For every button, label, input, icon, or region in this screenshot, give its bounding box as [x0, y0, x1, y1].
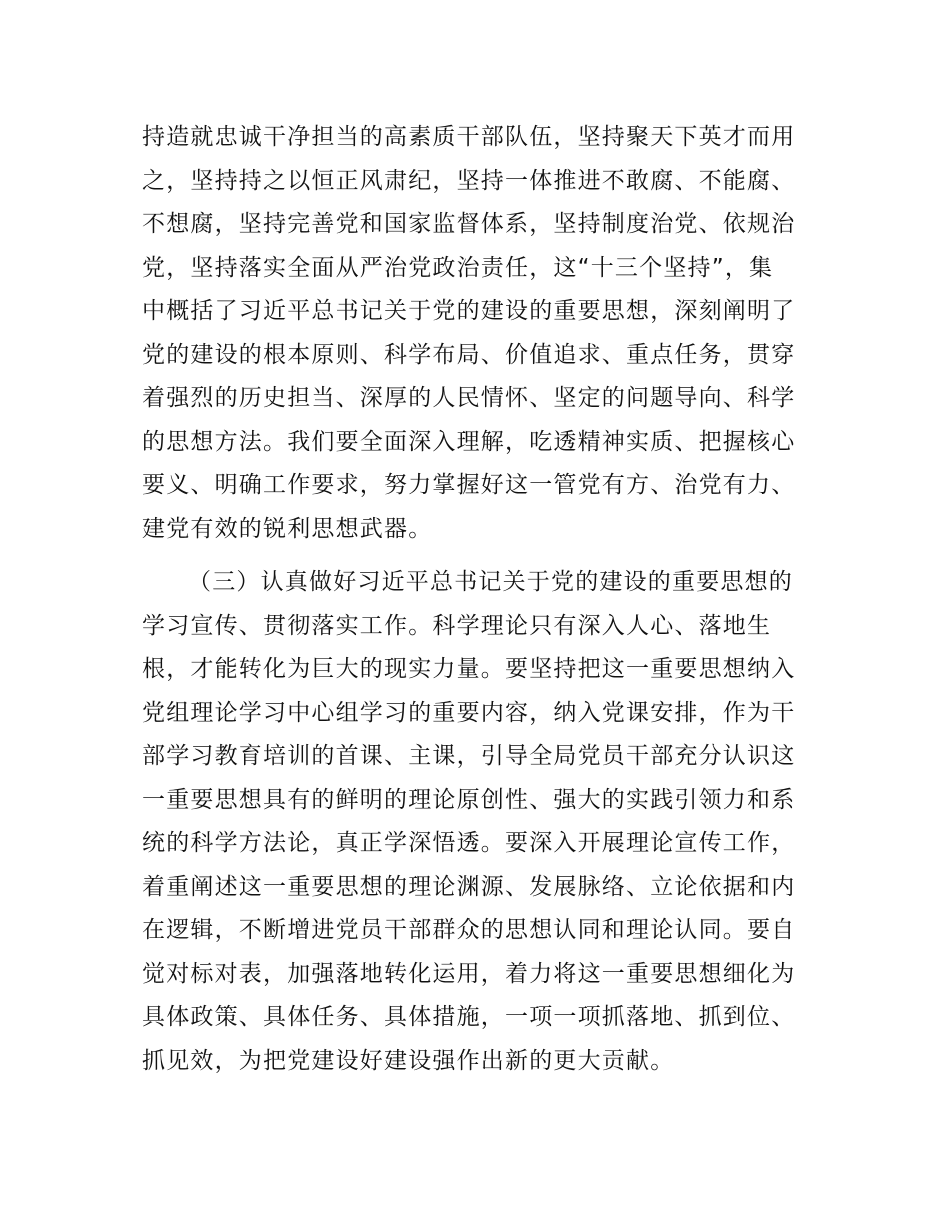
text-line: 觉对标对表，加强落地转化运用，着力将这一重要思想细化为 — [142, 960, 796, 987]
text-line: 党组理论学习中心组学习的重要内容，纳入党课安排，作为干 — [142, 699, 796, 726]
text-line: 持造就忠诚干净担当的高素质干部队伍，坚持聚天下英才而用 — [142, 124, 796, 150]
text-line: 着强烈的历史担当、深厚的人民情怀、坚定的问题导向、科学 — [142, 385, 796, 411]
text-line: 根，才能转化为巨大的现实力量。要坚持把这一重要思想纳入 — [142, 656, 796, 682]
text-line: 一重要思想具有的鲜明的理论原创性、强大的实践引领力和系 — [142, 786, 796, 813]
text-line: 部学习教育培训的首课、主课，引导全局党员干部充分认识这 — [142, 743, 796, 769]
text-line: 建党有效的锐利思想武器。 — [142, 515, 433, 542]
text-line: 党的建设的根本原则、科学布局、价值追求、重点任务，贯穿 — [142, 341, 796, 368]
text-line: 之，坚持持之以恒正风肃纪，坚持一体推进不敢腐、不能腐、 — [142, 167, 796, 194]
text-line: 的思想方法。我们要全面深入理解，吃透精神实质、把握核心 — [142, 428, 796, 455]
text-line: 在逻辑，不断增进党员干部群众的思想认同和理论认同。要自 — [142, 917, 796, 943]
text-line: 党，坚持落实全面从严治党政治责任，这“十三个坚持”，集 — [142, 254, 774, 281]
text-line-indented: （三）认真做好习近平总书记关于党的建设的重要思想的 — [188, 569, 793, 595]
paragraph-section-three — [142, 561, 810, 1083]
text-line: 不想腐，坚持完善党和国家监督体系，坚持制度治党、依规治 — [142, 211, 796, 237]
text-line: 抓见效，为把党建设好建设强作出新的更大贡献。 — [142, 1047, 675, 1074]
text-line: 统的科学方法论，真正学深悟透。要深入开展理论宣传工作， — [142, 830, 796, 856]
text-line: 具体政策、具体任务、具体措施，一项一项抓落地、抓到位、 — [142, 1004, 796, 1030]
document-body — [142, 116, 810, 1083]
text-line: 中概括了习近平总书记关于党的建设的重要思想，深刻阐明了 — [142, 298, 796, 324]
text-line: 着重阐述这一重要思想的理论渊源、发展脉络、立论依据和内 — [142, 873, 796, 900]
text-line: 学习宣传、贯彻落实工作。科学理论只有深入人心、落地生 — [142, 612, 772, 639]
paragraph-spacer — [142, 551, 810, 561]
paragraph-continuation — [142, 116, 810, 551]
text-line: 要义、明确工作要求，努力掌握好这一管党有方、治党有力、 — [142, 472, 796, 498]
